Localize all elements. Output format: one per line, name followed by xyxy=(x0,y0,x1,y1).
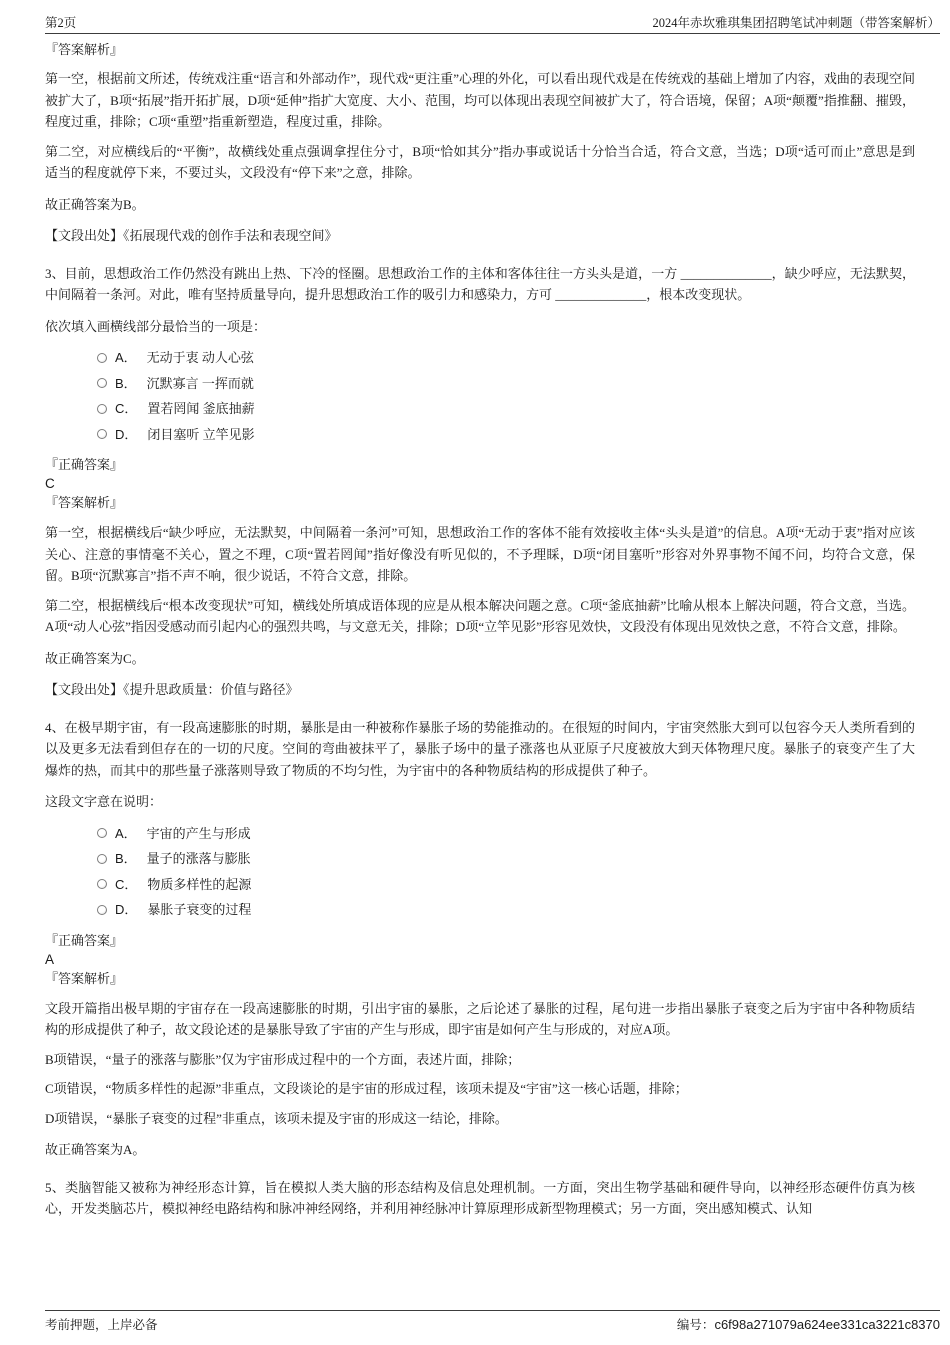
analysis-paragraph: D项错误，“暴胀子衰变的过程”非重点，该项未提及宇宙的形成这一结论，排除。 xyxy=(45,1110,508,1126)
option-row[interactable] xyxy=(97,897,915,923)
passage-source: 【文段出处】《提升思政质量：价值与路径》 xyxy=(45,682,299,697)
option-label: A． xyxy=(115,350,137,365)
option-text: 量子的涨落与膨胀 xyxy=(146,851,251,866)
option-text: 暴胀子衰变的过程 xyxy=(147,902,252,917)
page-number: 第2页 xyxy=(45,16,77,30)
analysis-paragraph: 第二空，根据横线后“根本改变现状”可知，横线处所填成语体现的应是从根本解决问题之意。C项“釜底抽薪”比喻从根本上解决问题，符合文意，当选。A项“动人心弦”指因受感动而引起内心的强烈共鸣，与文意无关，排除；D项“立竿见影”形容见效快，文段没有体现出见效快之意，不符合文意，排除。 xyxy=(45,597,915,634)
question-instruction: 依次填入画横线部分最恰当的一项是： xyxy=(45,318,267,334)
option-text: 宇宙的产生与形成 xyxy=(146,825,251,841)
answer-analysis-label: 『答案解析』 xyxy=(45,970,124,986)
radio-icon[interactable] xyxy=(97,353,107,363)
option-row[interactable] xyxy=(97,846,915,872)
analysis-paragraph: 第一空，根据横线后“缺少呼应，无法默契，中间隔着一条河”可知，思想政治工作的客体不能有效接收主体“头头是道”的信息。A项“无动于衷”指对应该关心、注意的事情毫不关心，置之不理，C项“置若罔闻”指好像没有听见似的，不予理睬，D项“闭目塞听”形容对外界事物不闻不问，均符合文意，保留。B项“沉默寡言”指不声不响，很少说话，不符合文意，排除。 xyxy=(45,525,915,583)
analysis-paragraph: B项错误，“量子的涨落与膨胀”仅为宇宙形成过程中的一个方面，表述片面，排除； xyxy=(45,1051,521,1067)
correct-answer-label: 『正确答案』 xyxy=(45,457,124,472)
page-footer xyxy=(0,1310,950,1345)
option-row[interactable] xyxy=(97,422,915,448)
radio-icon[interactable] xyxy=(97,905,107,915)
radio-icon[interactable] xyxy=(97,854,107,864)
answer-conclusion: 故正确答案为C。 xyxy=(45,650,145,666)
option-label: B． xyxy=(115,375,137,391)
option-label: B． xyxy=(115,851,137,866)
footer-content xyxy=(45,1315,940,1333)
question-instruction: 这段文字意在说明： xyxy=(45,794,163,809)
option-row[interactable] xyxy=(97,821,915,847)
passage-source: 【文段出处】《拓展现代戏的创作手法和表现空间》 xyxy=(45,228,338,243)
option-row[interactable] xyxy=(97,396,915,422)
footer-divider xyxy=(45,1310,940,1311)
page-header xyxy=(45,0,940,34)
correct-answer-value: C xyxy=(45,476,55,491)
footer-serial-value: c6f98a271079a624ee331ca3221c8370 xyxy=(714,1317,940,1332)
question-stem: 4、在极早期宇宙，有一段高速膨胀的时期，暴胀是由一种被称作暴胀子场的势能推动的。在很短的时间内，宇宙突然胀大到可以包容今天人类所看到的以及更多无法看到但存在的一切的尺度。空间的弯曲被抹平了，暴胀子场中的量子涨落也从亚原子尺度被放大到天体物理尺度。暴胀子的衰变产生了大爆炸的热，而其中的那些量子涨落则导致了物质的不均匀性，为宇宙中的各种物质结构的形成提供了种子。 xyxy=(45,719,915,778)
question-stem: 3、目前，思想政治工作仍然没有跳出上热、下冷的怪圈。思想政治工作的主体和客体往往一方头头是道，一方 ______________，缺少呼应，无法默契，中间隔着一条河。对此，唯有坚持质量导向，提升思想政治工作的吸引力和感染力，方可 ______________，根本改变现状。 xyxy=(45,265,915,302)
option-label: D． xyxy=(115,426,138,442)
radio-icon[interactable] xyxy=(97,404,107,414)
analysis-paragraph: 文段开篇指出极早期的宇宙存在一段高速膨胀的时期，引出宇宙的暴胀，之后论述了暴胀的过程，尾句进一步指出暴胀子衰变之后为宇宙中各种物质结构的形成提供了种子，故文段论述的是暴胀导致了宇宙的产生与形成，即宇宙是如何产生与形成的，对应A项。 xyxy=(45,1000,915,1037)
footer-serial xyxy=(677,1315,940,1333)
radio-icon[interactable] xyxy=(97,828,107,838)
option-row[interactable] xyxy=(97,371,915,397)
option-text: 置若罔闻 釜底抽薪 xyxy=(147,401,255,416)
analysis-paragraph: C项错误，“物质多样性的起源”非重点，文段谈论的是宇宙的形成过程，该项未提及“宇宙”这一核心话题，排除； xyxy=(45,1081,688,1096)
answer-conclusion: 故正确答案为B。 xyxy=(45,196,145,212)
radio-icon[interactable] xyxy=(97,378,107,388)
option-text: 无动于衷 动人心弦 xyxy=(146,350,254,365)
option-label: A． xyxy=(115,825,137,841)
page-content xyxy=(45,32,915,1220)
option-text: 沉默寡言 一挥而就 xyxy=(146,375,254,391)
option-label: C． xyxy=(115,401,138,416)
answer-analysis-label: 『答案解析』 xyxy=(45,42,124,57)
doc-title: 2024年赤坎雅琪集团招聘笔试冲刺题（带答案解析） xyxy=(652,16,940,30)
footer-slogan: 考前押题，上岸必备 xyxy=(45,1318,158,1332)
option-text: 物质多样性的起源 xyxy=(147,876,252,892)
correct-answer-label: 『正确答案』 xyxy=(45,932,124,948)
correct-answer-value: A xyxy=(45,951,55,967)
option-label: C． xyxy=(115,876,138,892)
answer-conclusion: 故正确答案为A。 xyxy=(45,1142,146,1157)
option-row[interactable] xyxy=(97,345,915,371)
option-label: D． xyxy=(115,902,138,917)
footer-serial-label: 编号： xyxy=(676,1318,715,1332)
analysis-paragraph: 第二空，对应横线后的“平衡”，故横线处重点强调拿捏住分寸，B项“恰如其分”指办事或说话十分恰当合适，符合文意，当选；D项“适可而止”意思是到适当的程度就停下来，不要过头，文段没有“停下来”之意，排除。 xyxy=(45,143,915,180)
option-row[interactable] xyxy=(97,872,915,898)
radio-icon[interactable] xyxy=(97,879,107,889)
option-text: 闭目塞听 立竿见影 xyxy=(147,426,255,442)
question-stem: 5、类脑智能又被称为神经形态计算，旨在模拟人类大脑的形态结构及信息处理机制。一方面，突出生物学基础和硬件导向，以神经形态硬件仿真为核心，开发类脑芯片，模拟神经电路结构和脉冲神经网络，并利用神经脉冲计算原理形成新型物理模式；另一方面，突出感知模式、认知 xyxy=(45,1179,915,1216)
options-list xyxy=(45,345,915,447)
analysis-paragraph: 第一空，根据前文所述，传统戏注重“语言和外部动作”，现代戏“更注重”心理的外化，可以看出现代戏是在传统戏的基础上增加了内容，戏曲的表现空间被扩大了，B项“拓展”指开拓扩展，D项“延伸”指扩大宽度、大小、范围，均可以体现出表现空间被扩大了，符合语境，保留；A项“颠覆”指推翻、摧毁，程度过重，排除；C项“重塑”指重新塑造，程度过重，排除。 xyxy=(45,71,915,129)
answer-analysis-label: 『答案解析』 xyxy=(45,495,124,510)
options-list xyxy=(45,821,915,923)
radio-icon[interactable] xyxy=(97,429,107,439)
